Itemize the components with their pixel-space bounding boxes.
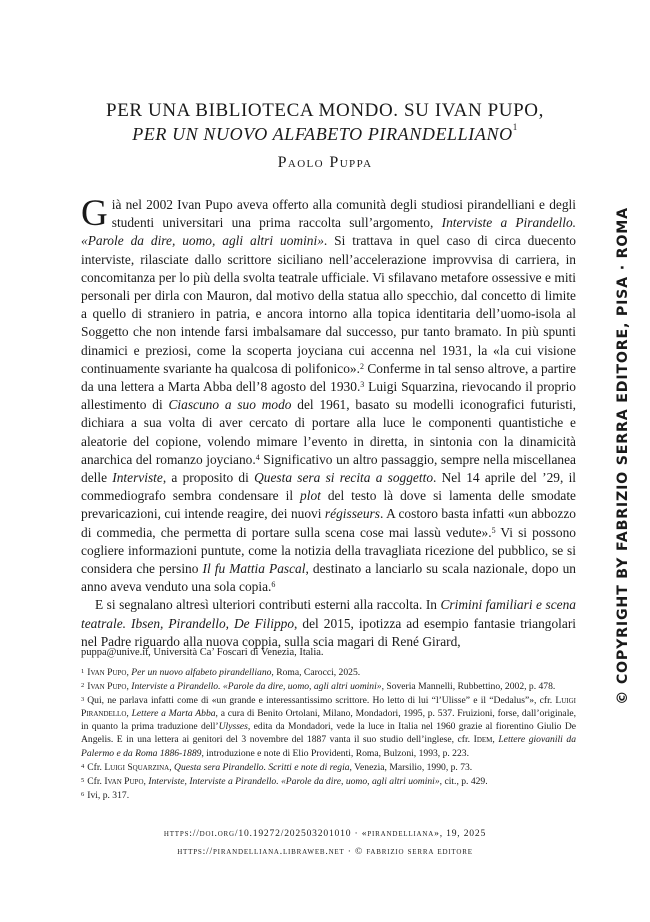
footnote-3 (81, 694, 576, 759)
footnote-text: , Soveria Mannelli, Rubbettino, 2002, p. 478. (381, 681, 556, 693)
p1-text: Significativo un altro passaggio, sempre nella miscellanea delle (81, 451, 576, 486)
p1-text: . Nel 14 aprile del ’29, il commediografo sembra condensare il (81, 470, 577, 504)
paragraph-2 (81, 596, 576, 651)
footnote-number: 6 (81, 790, 85, 798)
p1-title-questa-sera: Questa sera si recita a soggetto (254, 470, 434, 486)
footnote-4 (81, 761, 576, 774)
footnote-title: Interviste a Pirandello. «Parole da dire, uomo, agli altri uomini» (131, 681, 382, 693)
footnote-text: , (492, 734, 499, 746)
footnote-title: Lettere a Marta Abba (131, 708, 216, 720)
footnote-text: Cfr. (87, 775, 105, 787)
footnote-text: , (126, 708, 132, 720)
p1-text: . Si trattava in quel caso di circa duecento interviste, rilasciate dallo scrittore siciliano nell’accelerazione improvvisa di carriera, in concomitanza per lo più della svolta teatrale ufficiale. Vi sfilavano metafore ossessive e miti personali per dirla con Mauron, dal motivo della statua allo specchio, dal concetto di limite a quello di straniero in patria, e ancora intorno alla topica identitaria dell’uomo-isola al Soggetto che non intende farsi imbalsamare dal successo, pur tanto bramato. In più spunti dinamici e preziosi, come la scoperta joyciana cui accenna nel 1931, la «la cui visione continuamente svariante ha qualcosa di polifonico». (81, 233, 576, 376)
publisher-link[interactable]: https://pirandelliana.libraweb.net · © fabrizio serra editore (177, 846, 473, 857)
p1-text: Conferme in tal senso altrove, a partire da una lettera a Marta Abba dell’8 agosto del 1930. (81, 360, 576, 395)
doi-link[interactable]: https://doi.org/10.19272/202503201010 · «pirandelliana», 19, 2025 (163, 828, 487, 839)
footnote-text: Ivi, p. 317. (87, 789, 130, 801)
footnote-number: 2 (81, 682, 85, 690)
p1-title-interviste: Interviste a Pirandello. «Parole da dire, uomo, agli altri uomini» (81, 215, 576, 249)
footnote-text: , Roma, Carocci, 2025. (271, 667, 361, 678)
footnote-ref-3[interactable]: 3 (360, 380, 365, 390)
p1-text: , a proposito di (162, 470, 255, 486)
article-title-line1: PER UNA BIBLIOTECA MONDO. SU IVAN PUPO, (106, 100, 544, 121)
footnote-1 (81, 666, 576, 679)
author-affiliation: puppa@unive.it, Università Ca’ Foscari di Venezia, Italia. (81, 647, 324, 658)
footnote-text: , a cura di Benito Ortolani, Milano, Mondadori, 1995, p. 537. Fruizioni, forse, dall’originale, in quanto la prima traduzione dell’ (81, 708, 577, 733)
footnote-ref-2[interactable]: 2 (359, 361, 364, 371)
footnote-number: 5 (81, 776, 85, 784)
footnote-author: Luigi Pirandello (81, 695, 576, 720)
footnote-text: Cfr. (87, 761, 105, 773)
footnote-author: Ivan Pupo (87, 667, 127, 678)
footnote-5 (81, 775, 576, 788)
footnote-number: 3 (81, 696, 85, 704)
p2-text: , del 2015, ipotizza ad esempio fantasie triangolari nel Padre riguardo alla nuova coppia, sulla scia magari di René Girard, (81, 615, 576, 649)
footnote-author: Luigi Squarzina (104, 761, 170, 773)
p1-text: . A costoro basta infatti «un abbozzo di commedia, che permetta di portare sulla scena cose mai lassù vedute». (81, 506, 576, 540)
footnote-text: , cit., p. 429. (439, 775, 488, 787)
footnote-2 (81, 680, 576, 693)
footnote-title: Ulysses (218, 721, 248, 733)
footnote-ref-4[interactable]: 4 (255, 452, 260, 462)
footnote-author: Idem (473, 734, 493, 746)
p1-text: Vi si possono cogliere informazioni puntute, come la notizia della travagliata ricezione del pubblico, se si considera che persino (81, 524, 576, 577)
footnote-text: , edita da Mondadori, vede la luce in Italia nel 1960 grazie al fiorentino Giulio De Angelis. E in una lettera ai genitori del 3 novembre del 1887 vanta il suo studio dell’inglese, cfr. (81, 721, 577, 746)
footnote-text: , Venezia, Marsilio, 1990, p. 73. (349, 761, 473, 773)
footnote-text: , (143, 775, 149, 787)
footnote-6 (81, 789, 576, 802)
p1-text: del testo là dove si lamenta delle smodate prevaricazioni, cui intende reagire, dei nuovi (81, 488, 576, 522)
p2-title-crimini: Crimini familiari e scena teatrale. Ibsen, Pirandello, De Filippo (81, 597, 576, 631)
footnote-author: Ivan Pupo (104, 775, 144, 787)
footnote-title: Questa sera Pirandello. Scritti e note di regia (174, 761, 350, 773)
copyright-text: © COPYRIGHT BY FABRIZIO SERRA EDITORE, PISA · ROMA (615, 206, 631, 705)
footnote-text: Qui, ne parlava infatti come di «un grande e interessantissimo scrittore. Ho letto di lui “l’Ulisse” e il “Dedalus”», cfr. (87, 695, 556, 707)
author-name: Paolo Puppa (277, 154, 373, 171)
footnote-number: 4 (81, 762, 85, 770)
footnote-title: Lettere giovanili da Palermo e da Roma 1886-1889 (81, 734, 576, 759)
p1-text: Luigi Squarzina, rievocando il proprio allestimento di (81, 379, 576, 413)
p1-title-ciascuno: Ciascuno a suo modo (168, 397, 292, 413)
p1-text: del 1961, basato su modelli iconografici futuristi, dichiara a sua volta di aver cercato di portare alla luce le componenti quantistiche e aleatorie del copione, volendo mimare l’evento in diretta, in sintonia con la dinamicità anarchica del romanzo joyciano. (81, 397, 577, 467)
article-title-line2-text: PER UN NUOVO ALFABETO PIRANDELLIANO (132, 124, 513, 144)
title-footnote-marker[interactable]: 1 (512, 122, 518, 132)
p1-text: , destinato a lanciarlo su scala nazionale, dopo un anno aveva venduto una sola copia. (81, 561, 576, 595)
footnote-author: Ivan Pupo (87, 681, 127, 693)
p1-word-plot: plot (300, 488, 321, 504)
article-body (81, 193, 577, 651)
paragraph-1 (81, 193, 577, 596)
article-title-line2 (0, 124, 650, 145)
footnote-number: 1 (81, 668, 85, 675)
copyright-notice (611, 206, 635, 705)
footnote-text: , (126, 681, 132, 693)
p1-text: ià nel 2002 Ivan Pupo aveva offerto alla comunità degli studiosi pirandelliani e degli studenti universitari una prima raccolta sull’argomento, (111, 197, 576, 231)
footnote-ref-6[interactable]: 6 (271, 580, 276, 590)
footnote-text: , (169, 761, 175, 773)
p1-title-interviste-short: Interviste (112, 470, 163, 486)
footnote-text: , (126, 667, 132, 678)
footnotes (81, 666, 576, 803)
p1-word-regisseurs: régisseurs (324, 506, 380, 522)
footnote-ref-5[interactable]: 5 (491, 525, 496, 535)
p1-title-mattia-pascal: Il fu Mattia Pascal (202, 561, 306, 577)
footnote-title: Interviste, Interviste a Pirandello. «Parole da dire, uomo, agli altri uomini» (148, 775, 440, 787)
footnote-text: , introduzione e note di Elio Providenti, Roma, Bulzoni, 1993, p. 223. (201, 747, 469, 759)
drop-cap: G (81, 193, 108, 234)
p2-text: E si segnalano altresì ulteriori contributi esterni alla raccolta. In (95, 597, 441, 613)
footnote-title: Per un nuovo alfabeto pirandelliano (131, 667, 272, 678)
